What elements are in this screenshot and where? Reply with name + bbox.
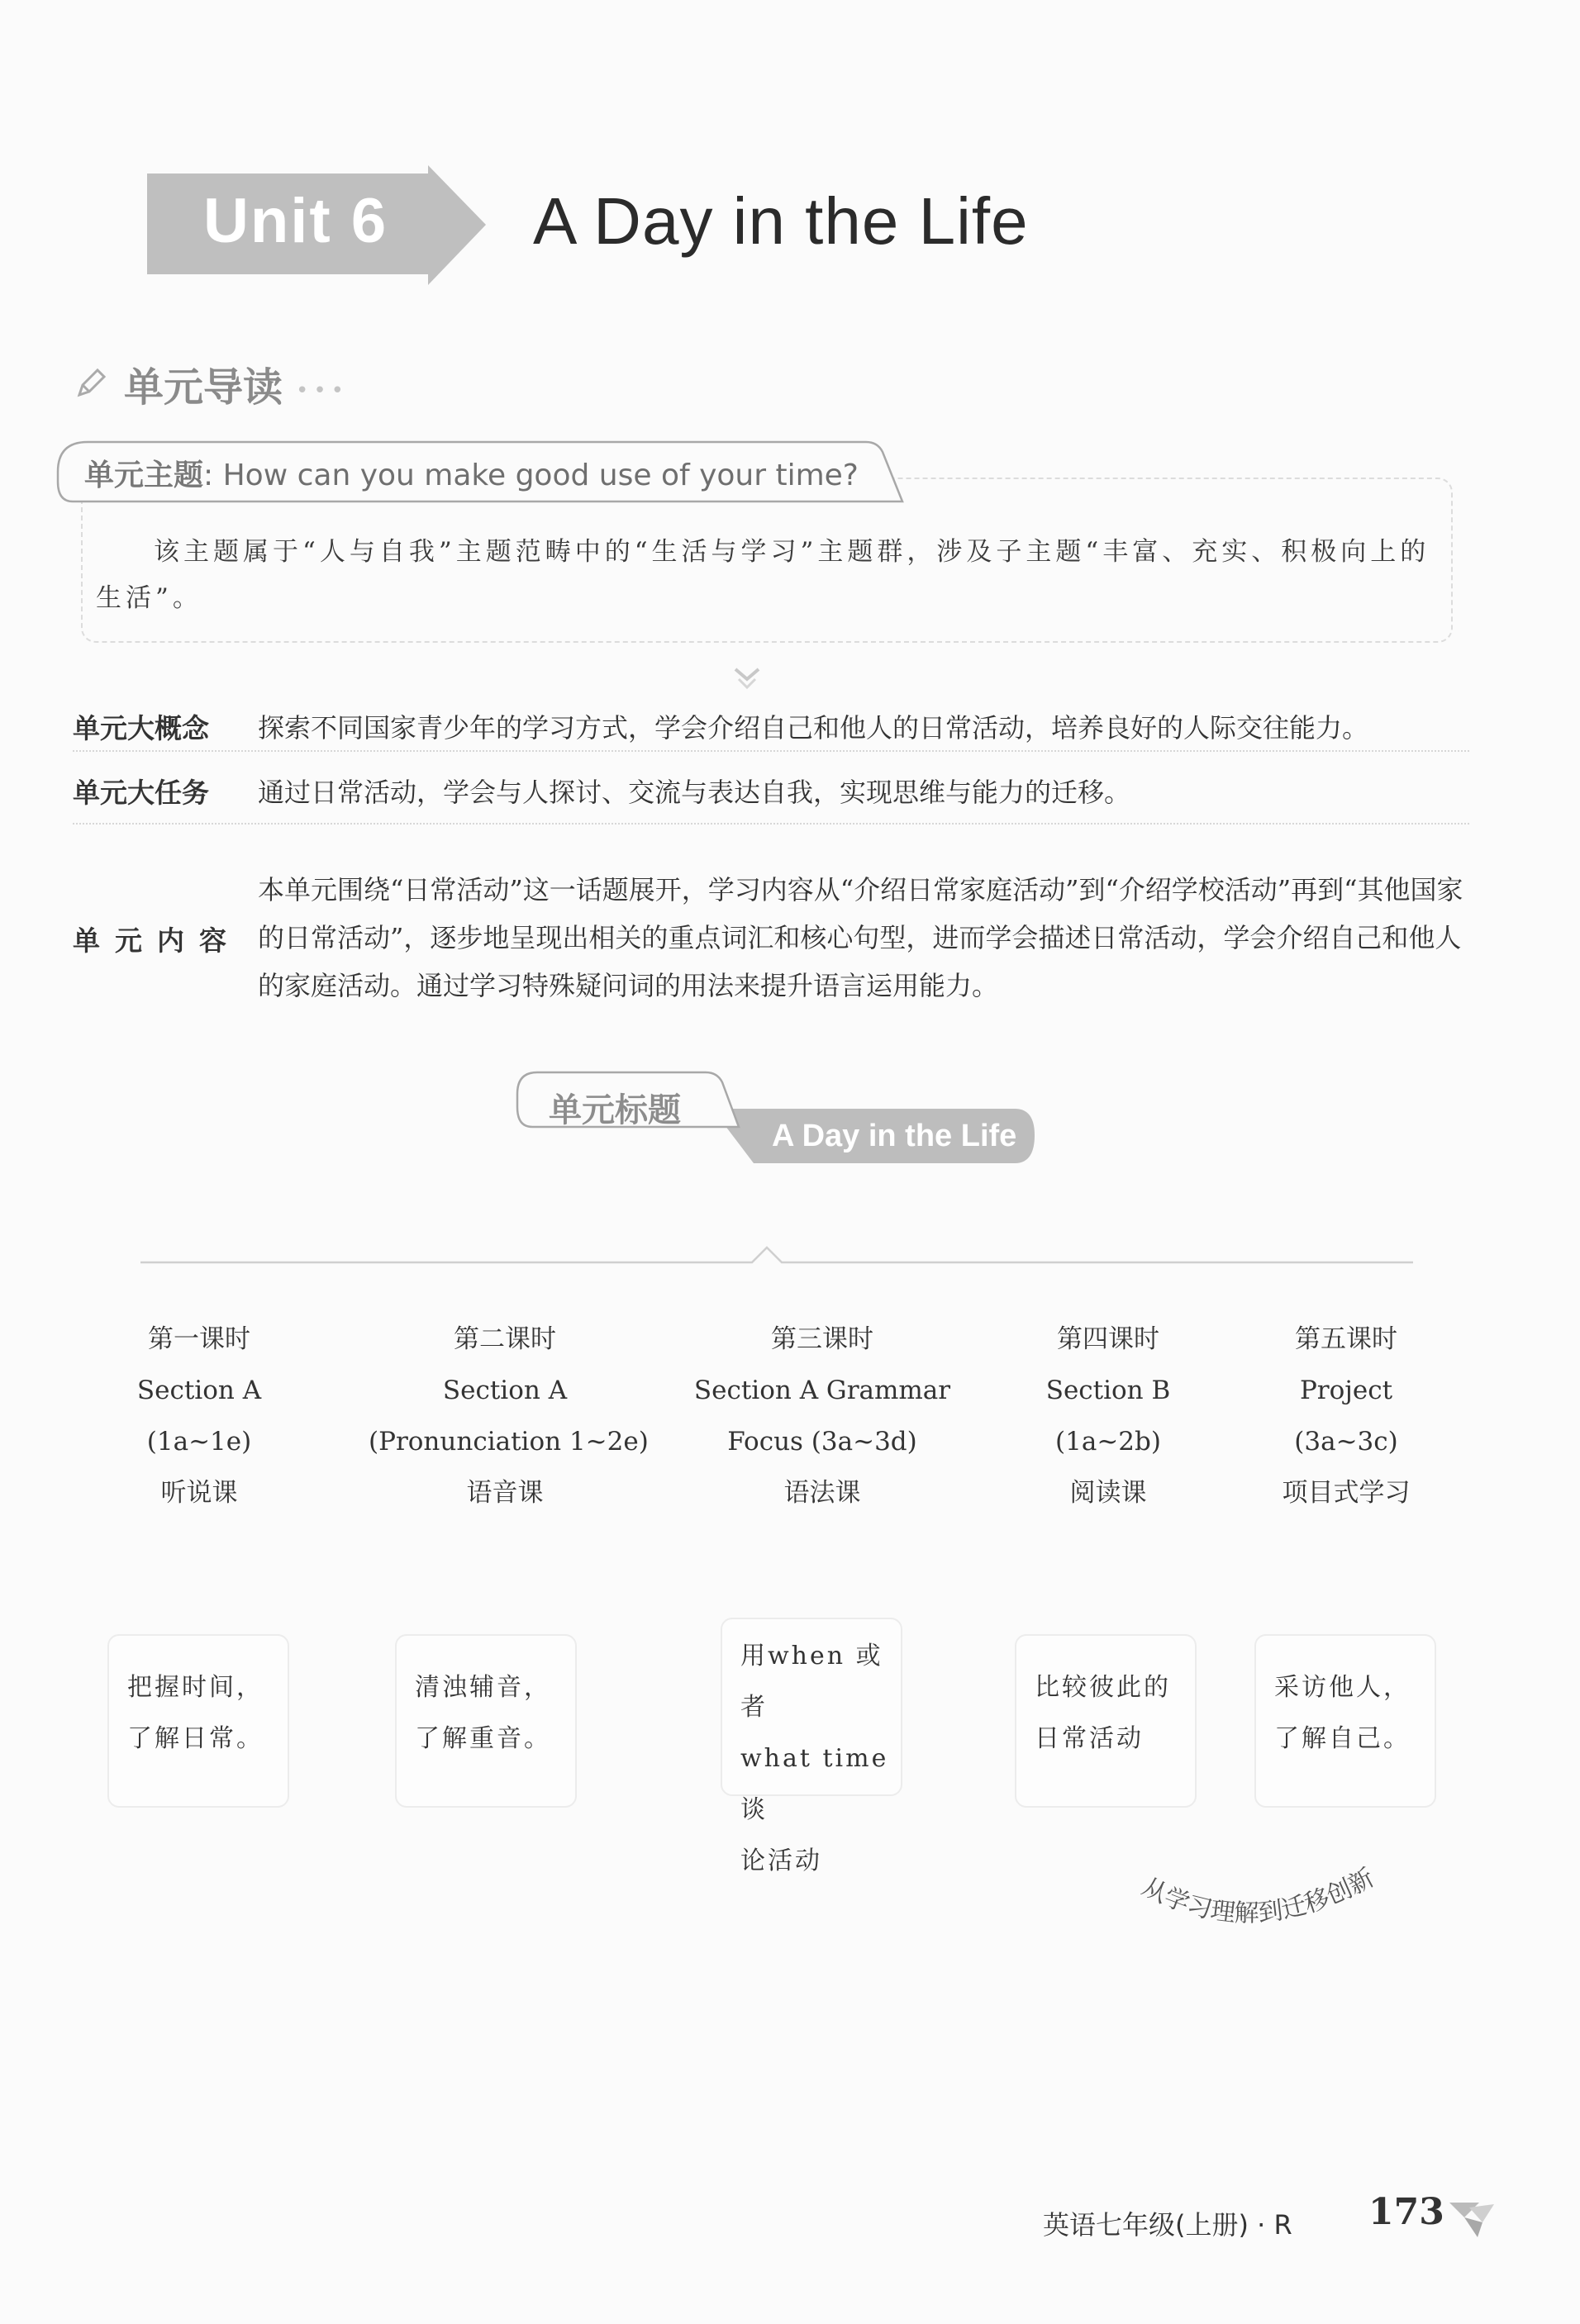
task-value: 通过日常活动，学会与人探讨、交流与表达自我，实现思维与能力的迁移。 <box>258 777 1131 808</box>
theme-description: 该主题属于“人与自我”主题范畴中的“生活与学习”主题群，涉及子主题“丰富、充实、积极向上的生活”。 <box>96 537 1430 613</box>
lesson-5 <box>1210 1314 1482 1518</box>
lesson-section: Section A Grammar <box>693 1376 951 1405</box>
theme-question: How can you make good use of your time? <box>222 459 859 492</box>
unit-number: Unit 6 <box>203 186 388 256</box>
lesson-range: Focus (3a~3d) <box>727 1427 917 1457</box>
lesson-note-card <box>395 1634 577 1808</box>
lesson-range: (1a~1e) <box>146 1427 252 1457</box>
lesson-section: Section A <box>136 1376 262 1405</box>
note-line: 了解自己。 <box>1274 1724 1411 1753</box>
note-line: 清浊辅音， <box>415 1673 551 1702</box>
theme-label: 单元主题 <box>84 459 204 492</box>
divider <box>73 750 1469 752</box>
note-line: 日常活动 <box>1035 1724 1144 1753</box>
lesson-4 <box>972 1314 1244 1518</box>
lesson-section: Section B <box>1045 1376 1171 1405</box>
book-title: 英语七年级(上册) · R <box>1043 2209 1292 2241</box>
unit-title-label-value: A Day in the Life <box>772 1119 1017 1153</box>
lesson-period: 第五课时 <box>1295 1324 1397 1354</box>
unit-title-label <box>514 1066 1043 1181</box>
note-line: 用when 或者 <box>740 1642 883 1722</box>
note-line: 采访他人， <box>1274 1673 1411 1702</box>
lesson-section: Section A <box>442 1376 568 1405</box>
theme-tab <box>56 440 907 506</box>
svg-text:从学习理解到迁移创新 <box>1137 1863 1379 1927</box>
lesson-type: 阅读课 <box>1069 1478 1147 1508</box>
concept-value: 探索不同国家青少年的学习方式，学会介绍自己和他人的日常活动，培养良好的人际交往能力。 <box>258 712 1369 744</box>
unit-title-label-text: 单元标题 <box>549 1091 681 1129</box>
lesson-period: 第一课时 <box>148 1324 250 1354</box>
lesson-period: 第二课时 <box>454 1324 556 1354</box>
lesson-type: 听说课 <box>160 1478 238 1508</box>
lesson-type: 语法课 <box>783 1478 861 1508</box>
unit-guide-title: 单元导读 <box>124 364 283 411</box>
lesson-note-card <box>107 1634 289 1808</box>
lesson-3 <box>686 1314 959 1518</box>
theme-separator: : <box>203 459 214 492</box>
concept-label: 单元大概念 <box>73 712 209 744</box>
corner-decoration <box>1446 2198 1496 2239</box>
lesson-note-card <box>1254 1634 1436 1808</box>
lesson-type: 语音课 <box>466 1478 544 1508</box>
unit-title: A Day in the Life <box>533 184 1029 258</box>
dots-decoration: ••• <box>296 378 350 403</box>
lesson-period: 第四课时 <box>1057 1324 1159 1354</box>
caption-text: 从学习理解到迁移创新 <box>1137 1863 1379 1928</box>
unit-badge <box>147 165 494 285</box>
curved-caption <box>1132 1842 1413 1966</box>
divider <box>73 823 1469 825</box>
lesson-2 <box>369 1314 649 1518</box>
lesson-range: (1a~2b) <box>1055 1427 1161 1457</box>
lesson-section: Project <box>1299 1376 1393 1405</box>
note-line: 了解重音。 <box>415 1724 551 1753</box>
lesson-range: (3a~3c) <box>1294 1427 1398 1457</box>
lesson-note-card <box>721 1618 902 1875</box>
pencil-icon <box>73 365 109 402</box>
note-line: what time 谈 <box>740 1744 889 1824</box>
lesson-1 <box>63 1314 336 1518</box>
lesson-period: 第三课时 <box>771 1324 873 1354</box>
lesson-divider <box>140 1238 1413 1271</box>
note-line: 了解日常。 <box>127 1724 264 1753</box>
note-line: 比较彼此的 <box>1035 1673 1171 1702</box>
page-number: 173 <box>1368 2191 1444 2233</box>
note-line: 论活动 <box>740 1846 822 1875</box>
content-value: 本单元围绕“日常活动”这一话题展开，学习内容从“介绍日常家庭活动”到“介绍学校活动”再到“其他国家的日常活动”，逐步地呈现出相关的重点词汇和核心句型，进而学会描述日常活动，学会介绍自己和他人的家庭活动。通过学习特殊疑问词的用法来提升语言运用能力。 <box>258 874 1463 1001</box>
task-label: 单元大任务 <box>73 777 209 809</box>
chevron-down-icon <box>731 666 764 694</box>
lesson-type: 项目式学习 <box>1282 1478 1411 1508</box>
content-label: 单元内容 <box>73 924 241 957</box>
lesson-range: (Pronunciation 1~2e) <box>369 1427 649 1457</box>
note-line: 把握时间， <box>127 1673 264 1702</box>
lesson-note-card <box>1015 1634 1197 1808</box>
